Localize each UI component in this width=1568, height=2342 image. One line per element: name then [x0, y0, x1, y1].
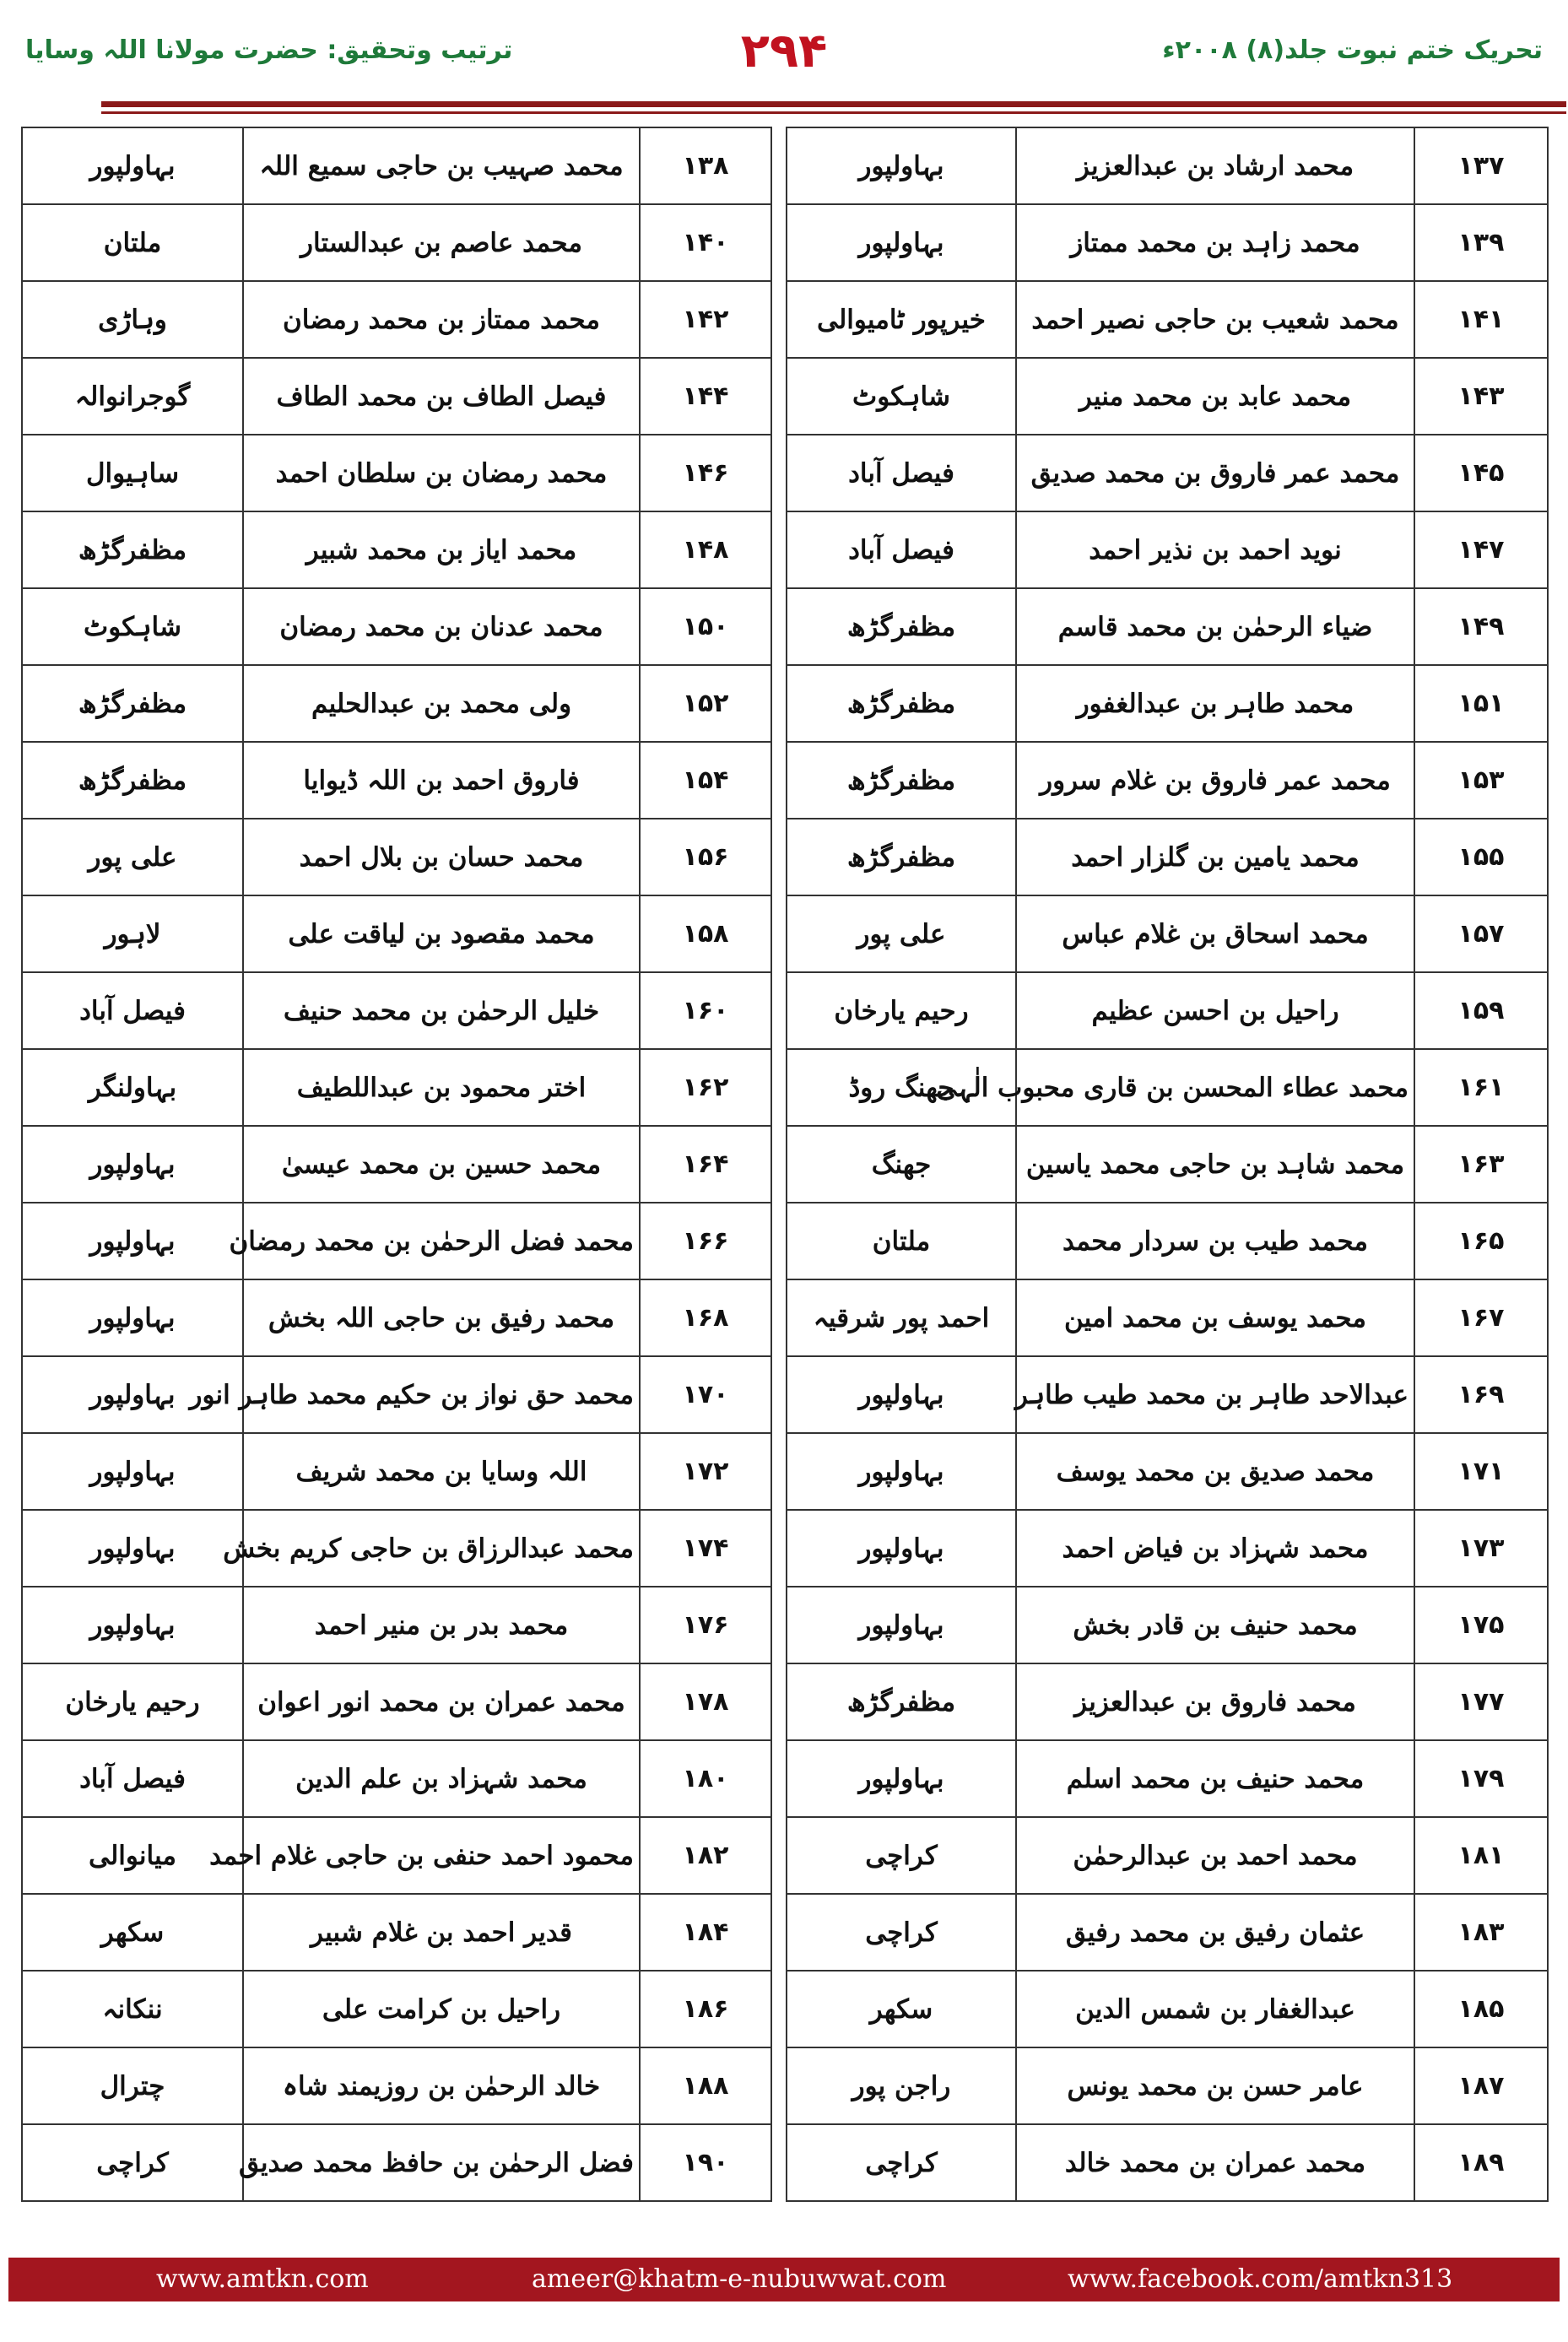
- left-number-cell: ۱۴۸: [640, 511, 771, 588]
- right-number-cell: ۱۴۱: [1414, 281, 1548, 358]
- right-number-cell: ۱۷۳: [1414, 1510, 1548, 1587]
- left-number-cell: ۱۶۴: [640, 1126, 771, 1203]
- left-name-cell: محمد حق نواز بن حکیم محمد طاہر انور: [243, 1356, 640, 1433]
- left-city-cell: بہاولپور: [22, 1279, 243, 1356]
- left-name-cell: فاروق احمد بن اللہ ڈیوایا: [243, 742, 640, 819]
- left-city-cell: چترال: [22, 2047, 243, 2124]
- right-city-cell: بہاولپور: [787, 127, 1016, 204]
- header-compiler: ترتیب وتحقیق: حضرت مولانا اللہ وسایا: [25, 35, 513, 65]
- right-number-cell: ۱۶۷: [1414, 1279, 1548, 1356]
- right-number-cell: ۱۴۹: [1414, 588, 1548, 665]
- left-city-cell: گوجرانوالہ: [22, 358, 243, 435]
- right-number-cell: ۱۷۱: [1414, 1433, 1548, 1510]
- column-gap: [771, 972, 787, 1049]
- column-gap: [771, 1433, 787, 1510]
- right-number-cell: ۱۵۹: [1414, 972, 1548, 1049]
- table-row: [22, 1126, 1548, 1203]
- left-city-cell: ملتان: [22, 204, 243, 281]
- left-city-cell: بہاولپور: [22, 1587, 243, 1663]
- table-row: [22, 895, 1548, 972]
- column-gap: [771, 1203, 787, 1279]
- right-name-cell: محمد طاہر بن عبدالغفور: [1016, 665, 1414, 742]
- left-number-cell: ۱۸۰: [640, 1740, 771, 1817]
- page-header: [0, 0, 1568, 110]
- left-city-cell: فیصل آباد: [22, 1740, 243, 1817]
- right-city-cell: فیصل آباد: [787, 511, 1016, 588]
- right-city-cell: مظفرگڑھ: [787, 588, 1016, 665]
- right-number-cell: ۱۴۷: [1414, 511, 1548, 588]
- left-number-cell: ۱۵۲: [640, 665, 771, 742]
- right-city-cell: بہاولپور: [787, 1587, 1016, 1663]
- left-name-cell: محمد ممتاز بن محمد رمضان: [243, 281, 640, 358]
- left-city-cell: بہاولپور: [22, 1433, 243, 1510]
- names-table-body: [22, 127, 1548, 2201]
- right-city-cell: جھنگ: [787, 1126, 1016, 1203]
- left-name-cell: اللہ وسایا بن محمد شریف: [243, 1433, 640, 1510]
- right-name-cell: عامر حسن بن محمد یونس: [1016, 2047, 1414, 2124]
- header-rule-thin: [101, 111, 1566, 114]
- names-table: [21, 127, 1549, 2202]
- right-city-cell: مظفرگڑھ: [787, 1663, 1016, 1740]
- left-number-cell: ۱۸۲: [640, 1817, 771, 1894]
- right-city-cell: بہاولپور: [787, 204, 1016, 281]
- column-gap: [771, 204, 787, 281]
- column-gap: [771, 1663, 787, 1740]
- right-name-cell: عبدالغفار بن شمس الدین: [1016, 1971, 1414, 2047]
- left-name-cell: محمد عمران بن محمد انور اعوان: [243, 1663, 640, 1740]
- left-city-cell: بہاولنگر: [22, 1049, 243, 1126]
- right-name-cell: محمد عابد بن محمد منیر: [1016, 358, 1414, 435]
- left-number-cell: ۱۶۲: [640, 1049, 771, 1126]
- left-number-cell: ۱۶۸: [640, 1279, 771, 1356]
- right-name-cell: محمد عمر فاروق بن محمد صدیق: [1016, 435, 1414, 511]
- right-number-cell: ۱۶۳: [1414, 1126, 1548, 1203]
- column-gap: [771, 127, 787, 204]
- right-name-cell: محمد شعیب بن حاجی نصیر احمد: [1016, 281, 1414, 358]
- right-name-cell: محمد شہزاد بن فیاض احمد: [1016, 1510, 1414, 1587]
- left-name-cell: خالد الرحمٰن بن روزیمند شاہ: [243, 2047, 640, 2124]
- column-gap: [771, 819, 787, 895]
- left-city-cell: بہاولپور: [22, 1356, 243, 1433]
- right-city-cell: جھنگ روڈ: [787, 1049, 1016, 1126]
- left-name-cell: ولی محمد بن عبدالحلیم: [243, 665, 640, 742]
- left-name-cell: محمد مقصود بن لیاقت علی: [243, 895, 640, 972]
- right-city-cell: کراچی: [787, 2124, 1016, 2201]
- left-name-cell: محمد فضل الرحمٰن بن محمد رمضان: [243, 1203, 640, 1279]
- page-number: ۲۹۴: [740, 24, 828, 78]
- left-city-cell: مظفرگڑھ: [22, 665, 243, 742]
- right-number-cell: ۱۵۳: [1414, 742, 1548, 819]
- right-number-cell: ۱۵۱: [1414, 665, 1548, 742]
- column-gap: [771, 435, 787, 511]
- table-row: [22, 2047, 1548, 2124]
- table-row: [22, 1971, 1548, 2047]
- table-row: [22, 1356, 1548, 1433]
- left-name-cell: محمد شہزاد بن علم الدین: [243, 1740, 640, 1817]
- page-footer: [8, 2258, 1560, 2301]
- right-city-cell: خیرپور ٹامیوالی: [787, 281, 1016, 358]
- table-row: [22, 1894, 1548, 1971]
- right-number-cell: ۱۶۱: [1414, 1049, 1548, 1126]
- right-name-cell: نوید احمد بن نذیر احمد: [1016, 511, 1414, 588]
- left-name-cell: محمد عدنان بن محمد رمضان: [243, 588, 640, 665]
- column-gap: [771, 1510, 787, 1587]
- right-name-cell: عبدالاحد طاہر بن محمد طیب طاہر: [1016, 1356, 1414, 1433]
- left-city-cell: شاہکوٹ: [22, 588, 243, 665]
- table-row: [22, 1203, 1548, 1279]
- left-number-cell: ۱۴۲: [640, 281, 771, 358]
- left-number-cell: ۱۷۶: [640, 1587, 771, 1663]
- left-name-cell: راحیل بن کرامت علی: [243, 1971, 640, 2047]
- table-row: [22, 1663, 1548, 1740]
- left-city-cell: وہاڑی: [22, 281, 243, 358]
- right-city-cell: ملتان: [787, 1203, 1016, 1279]
- right-name-cell: محمد حنیف بن قادر بخش: [1016, 1587, 1414, 1663]
- table-row: [22, 665, 1548, 742]
- right-name-cell: محمد طیب بن سردار محمد: [1016, 1203, 1414, 1279]
- left-city-cell: مظفرگڑھ: [22, 511, 243, 588]
- right-city-cell: مظفرگڑھ: [787, 665, 1016, 742]
- left-number-cell: ۱۹۰: [640, 2124, 771, 2201]
- right-name-cell: محمد ارشاد بن عبدالعزیز: [1016, 127, 1414, 204]
- right-number-cell: ۱۴۳: [1414, 358, 1548, 435]
- right-number-cell: ۱۳۹: [1414, 204, 1548, 281]
- right-city-cell: رحیم یارخان: [787, 972, 1016, 1049]
- table-row: [22, 127, 1548, 204]
- names-table-wrapper: [21, 127, 1547, 2248]
- right-name-cell: محمد یوسف بن محمد امین: [1016, 1279, 1414, 1356]
- right-city-cell: سکھر: [787, 1971, 1016, 2047]
- left-city-cell: بہاولپور: [22, 1203, 243, 1279]
- column-gap: [771, 588, 787, 665]
- left-city-cell: سکھر: [22, 1894, 243, 1971]
- left-name-cell: محمد رفیق بن حاجی اللہ بخش: [243, 1279, 640, 1356]
- left-number-cell: ۱۵۰: [640, 588, 771, 665]
- table-row: [22, 742, 1548, 819]
- left-city-cell: علی پور: [22, 819, 243, 895]
- right-name-cell: ضیاء الرحمٰن بن محمد قاسم: [1016, 588, 1414, 665]
- right-number-cell: ۱۳۷: [1414, 127, 1548, 204]
- right-city-cell: کراچی: [787, 1894, 1016, 1971]
- left-name-cell: محمد حسان بن بلال احمد: [243, 819, 640, 895]
- table-row: [22, 511, 1548, 588]
- column-gap: [771, 1894, 787, 1971]
- left-number-cell: ۱۵۸: [640, 895, 771, 972]
- left-name-cell: خلیل الرحمٰن بن محمد حنیف: [243, 972, 640, 1049]
- right-number-cell: ۱۸۳: [1414, 1894, 1548, 1971]
- right-city-cell: احمد پور شرقیہ: [787, 1279, 1016, 1356]
- table-row: [22, 1740, 1548, 1817]
- right-number-cell: ۱۷۵: [1414, 1587, 1548, 1663]
- left-number-cell: ۱۴۰: [640, 204, 771, 281]
- left-city-cell: بہاولپور: [22, 1510, 243, 1587]
- right-number-cell: ۱۷۷: [1414, 1663, 1548, 1740]
- right-city-cell: بہاولپور: [787, 1740, 1016, 1817]
- column-gap: [771, 358, 787, 435]
- left-name-cell: محمود احمد حنفی بن حاجی غلام احمد: [243, 1817, 640, 1894]
- table-row: [22, 1279, 1548, 1356]
- left-name-cell: محمد عاصم بن عبدالستار: [243, 204, 640, 281]
- left-name-cell: محمد ایاز بن محمد شبیر: [243, 511, 640, 588]
- right-name-cell: عثمان رفیق بن محمد رفیق: [1016, 1894, 1414, 1971]
- left-city-cell: ساہیوال: [22, 435, 243, 511]
- left-number-cell: ۱۵۶: [640, 819, 771, 895]
- right-name-cell: محمد عمران بن محمد خالد: [1016, 2124, 1414, 2201]
- left-number-cell: ۱۷۰: [640, 1356, 771, 1433]
- left-city-cell: رحیم یارخان: [22, 1663, 243, 1740]
- table-row: [22, 204, 1548, 281]
- column-gap: [771, 1356, 787, 1433]
- right-city-cell: علی پور: [787, 895, 1016, 972]
- right-name-cell: محمد شاہد بن حاجی محمد یاسین: [1016, 1126, 1414, 1203]
- column-gap: [771, 665, 787, 742]
- column-gap: [771, 1587, 787, 1663]
- column-gap: [771, 1740, 787, 1817]
- table-row: [22, 1510, 1548, 1587]
- left-name-cell: محمد رمضان بن سلطان احمد: [243, 435, 640, 511]
- right-city-cell: کراچی: [787, 1817, 1016, 1894]
- right-number-cell: ۱۸۵: [1414, 1971, 1548, 2047]
- right-city-cell: شاہکوٹ: [787, 358, 1016, 435]
- right-number-cell: ۱۸۱: [1414, 1817, 1548, 1894]
- table-row: [22, 281, 1548, 358]
- right-name-cell: محمد صدیق بن محمد یوسف: [1016, 1433, 1414, 1510]
- right-number-cell: ۱۷۹: [1414, 1740, 1548, 1817]
- left-city-cell: کراچی: [22, 2124, 243, 2201]
- table-row: [22, 819, 1548, 895]
- column-gap: [771, 1279, 787, 1356]
- right-city-cell: مظفرگڑھ: [787, 819, 1016, 895]
- left-number-cell: ۱۷۲: [640, 1433, 771, 1510]
- right-number-cell: ۱۶۹: [1414, 1356, 1548, 1433]
- table-row: [22, 588, 1548, 665]
- column-gap: [771, 1126, 787, 1203]
- right-number-cell: ۱۴۵: [1414, 435, 1548, 511]
- left-name-cell: فیصل الطاف بن محمد الطاف: [243, 358, 640, 435]
- left-name-cell: محمد بدر بن منیر احمد: [243, 1587, 640, 1663]
- right-name-cell: محمد عطاء المحسن بن قاری محبوب الٰہی: [1016, 1049, 1414, 1126]
- column-gap: [771, 2047, 787, 2124]
- right-city-cell: بہاولپور: [787, 1356, 1016, 1433]
- left-name-cell: محمد صہیب بن حاجی سمیع اللہ: [243, 127, 640, 204]
- column-gap: [771, 895, 787, 972]
- left-number-cell: ۱۷۴: [640, 1510, 771, 1587]
- left-name-cell: اختر محمود بن عبداللطیف: [243, 1049, 640, 1126]
- left-city-cell: فیصل آباد: [22, 972, 243, 1049]
- left-number-cell: ۱۸۶: [640, 1971, 771, 2047]
- table-row: [22, 1817, 1548, 1894]
- left-city-cell: بہاولپور: [22, 127, 243, 204]
- table-row: [22, 435, 1548, 511]
- right-name-cell: محمد حنیف بن محمد اسلم: [1016, 1740, 1414, 1817]
- table-row: [22, 2124, 1548, 2201]
- left-name-cell: قدیر احمد بن غلام شبیر: [243, 1894, 640, 1971]
- left-number-cell: ۱۸۸: [640, 2047, 771, 2124]
- right-city-cell: فیصل آباد: [787, 435, 1016, 511]
- header-rule-thick: [101, 101, 1566, 107]
- column-gap: [771, 1971, 787, 2047]
- left-city-cell: میانوالی: [22, 1817, 243, 1894]
- table-row: [22, 1587, 1548, 1663]
- column-gap: [771, 1817, 787, 1894]
- right-number-cell: ۱۸۷: [1414, 2047, 1548, 2124]
- right-name-cell: محمد فاروق بن عبدالعزیز: [1016, 1663, 1414, 1740]
- left-number-cell: ۱۷۸: [640, 1663, 771, 1740]
- column-gap: [771, 281, 787, 358]
- right-city-cell: بہاولپور: [787, 1510, 1016, 1587]
- right-name-cell: محمد یامین بن گلزار احمد: [1016, 819, 1414, 895]
- left-name-cell: فضل الرحمٰن بن حافظ محمد صدیق: [243, 2124, 640, 2201]
- left-name-cell: محمد عبدالرزاق بن حاجی کریم بخش: [243, 1510, 640, 1587]
- right-name-cell: محمد عمر فاروق بن غلام سرور: [1016, 742, 1414, 819]
- table-row: [22, 358, 1548, 435]
- column-gap: [771, 1049, 787, 1126]
- left-number-cell: ۱۸۴: [640, 1894, 771, 1971]
- left-number-cell: ۱۶۰: [640, 972, 771, 1049]
- left-city-cell: ننکانہ: [22, 1971, 243, 2047]
- footer-facebook-link[interactable]: www.facebook.com/amtkn313: [1068, 2264, 1453, 2294]
- table-row: [22, 972, 1548, 1049]
- left-name-cell: محمد حسین بن محمد عیسیٰ: [243, 1126, 640, 1203]
- right-name-cell: راحیل بن احسن عظیم: [1016, 972, 1414, 1049]
- right-city-cell: مظفرگڑھ: [787, 742, 1016, 819]
- left-city-cell: لاہور: [22, 895, 243, 972]
- right-number-cell: ۱۵۵: [1414, 819, 1548, 895]
- right-name-cell: محمد احمد بن عبدالرحمٰن: [1016, 1817, 1414, 1894]
- right-city-cell: راجن پور: [787, 2047, 1016, 2124]
- table-row: [22, 1433, 1548, 1510]
- footer-website-link[interactable]: www.amtkn.com: [156, 2264, 369, 2294]
- header-book-title: تحریک ختم نبوت جلد(۸) ۲۰۰۸ء: [1162, 35, 1543, 65]
- left-city-cell: بہاولپور: [22, 1126, 243, 1203]
- right-number-cell: ۱۵۷: [1414, 895, 1548, 972]
- left-number-cell: ۱۴۶: [640, 435, 771, 511]
- left-city-cell: مظفرگڑھ: [22, 742, 243, 819]
- column-gap: [771, 2124, 787, 2201]
- left-number-cell: ۱۴۴: [640, 358, 771, 435]
- left-number-cell: ۱۶۶: [640, 1203, 771, 1279]
- right-name-cell: محمد اسحاق بن غلام عباس: [1016, 895, 1414, 972]
- right-city-cell: بہاولپور: [787, 1433, 1016, 1510]
- left-number-cell: ۱۳۸: [640, 127, 771, 204]
- column-gap: [771, 511, 787, 588]
- right-number-cell: ۱۶۵: [1414, 1203, 1548, 1279]
- left-number-cell: ۱۵۴: [640, 742, 771, 819]
- table-row: [22, 1049, 1548, 1126]
- right-number-cell: ۱۸۹: [1414, 2124, 1548, 2201]
- column-gap: [771, 742, 787, 819]
- right-name-cell: محمد زاہد بن محمد ممتاز: [1016, 204, 1414, 281]
- footer-email-link[interactable]: ameer@khatm-e-nubuwwat.com: [532, 2264, 947, 2294]
